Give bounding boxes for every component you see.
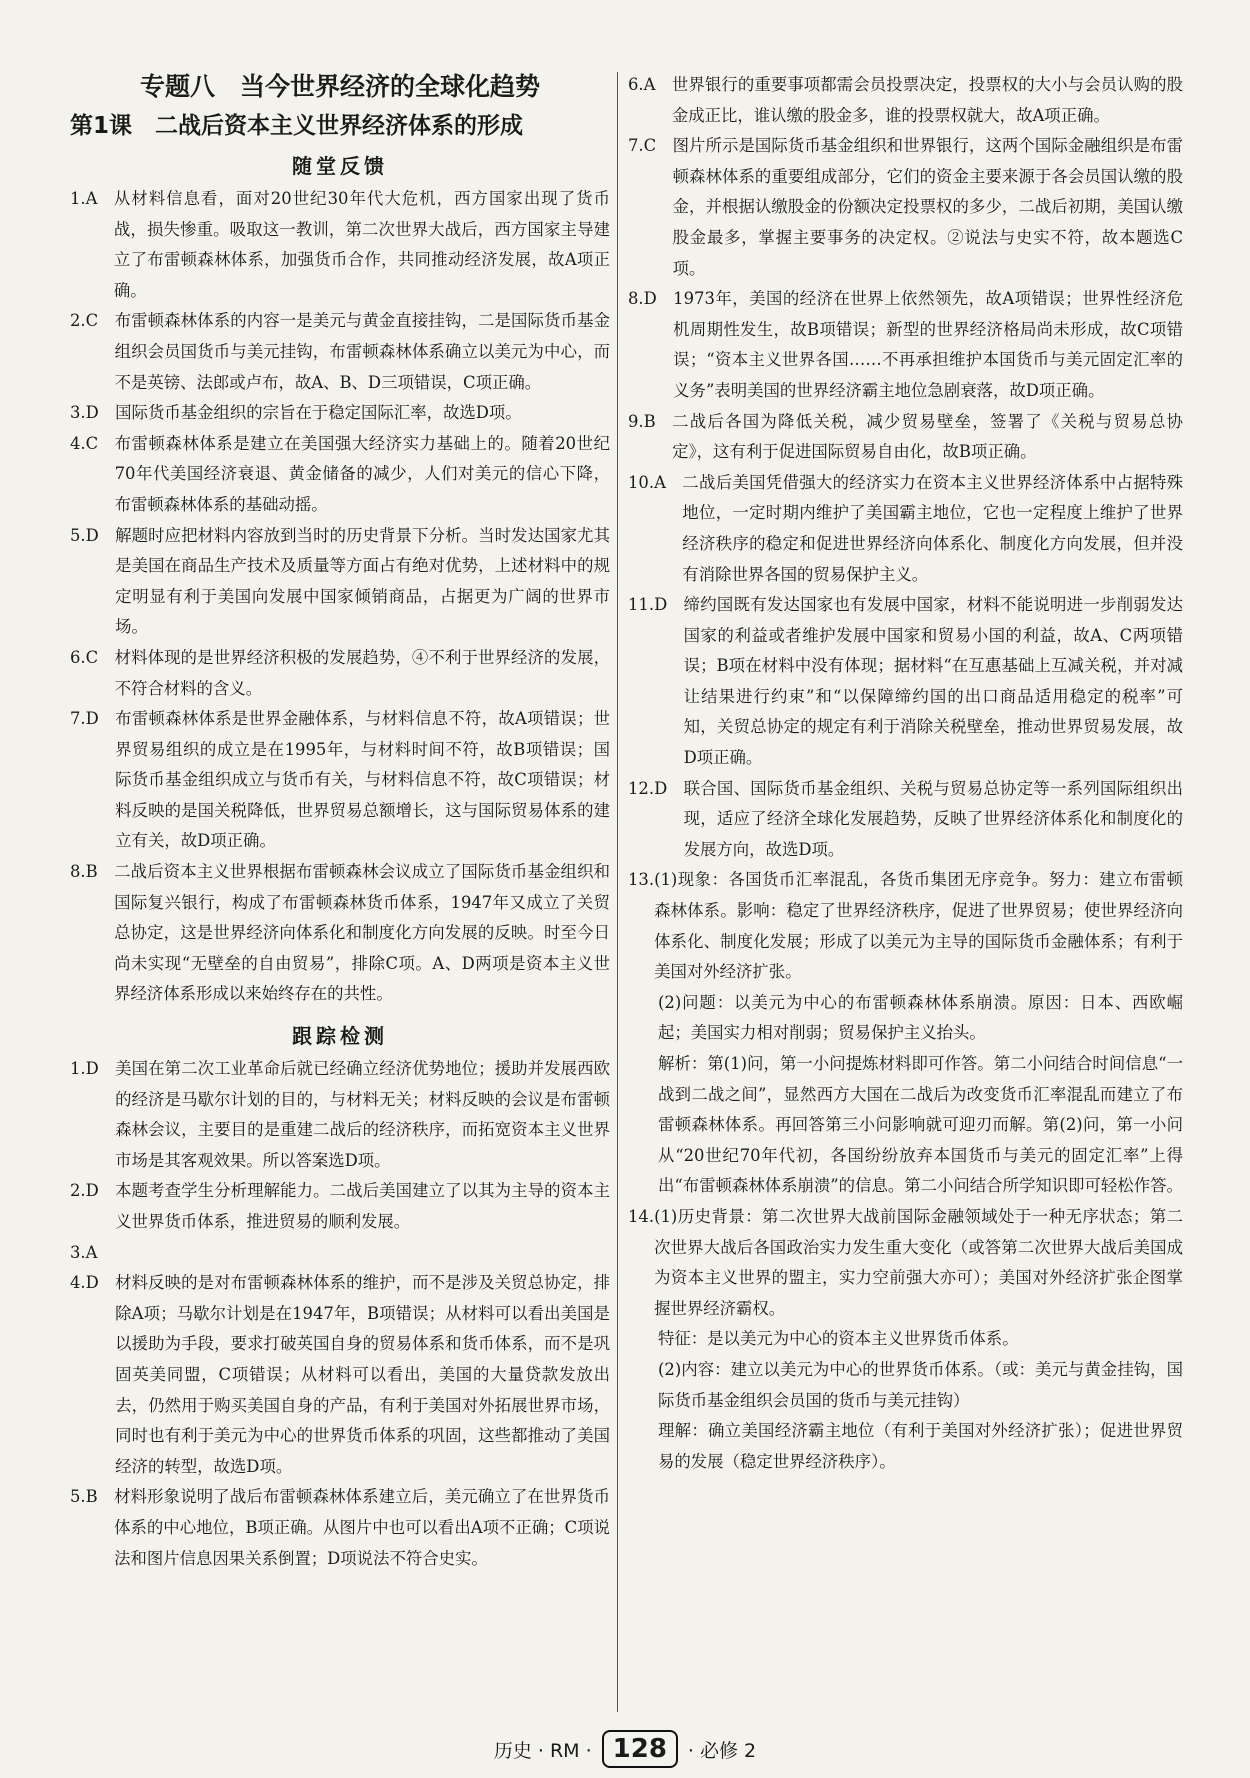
answer-text: 材料形象说明了战后布雷顿森林体系建立后，美元确立了在世界货币体系的中心地位，B项正确。从图片中也可以看出A项不正确；C项说法和图片信息因果关系倒置；D项说法不符合史实。 xyxy=(114,1487,610,1568)
answer-number: 7.C xyxy=(628,136,673,156)
answer-number: 5.D xyxy=(70,525,116,545)
page-footer xyxy=(0,1730,1250,1768)
answer-14 xyxy=(628,1202,1183,1324)
answer-item xyxy=(70,1176,610,1237)
answer-text: 二战后资本主义世界根据布雷顿森林会议成立了国际货币基金组织和国际复兴银行，构成了布雷顿森林货币体系，1947年又成立了关贸总协定，这是世界经济向体系化和制度化方向发展的反映。时至今日尚未实现“无壁垒的自由贸易”，排除C项。A、D两项是资本主义世界经济体系形成以来始终存在的共性。 xyxy=(114,862,610,1004)
section-title-feedback: 随堂反馈 xyxy=(292,154,388,178)
answer-text: 美国在第二次工业革命后就已经确立经济优势地位；援助并发展西欧的经济是马歇尔计划的目的，与材料无关；材料反映的会议是布雷顿森林会议，主要目的是重建二战后的经济秩序，而拓宽资本主义世界市场是其客观效果。所以答案选D项。 xyxy=(115,1059,610,1170)
lesson-title: 第1课 二战后资本主义世界经济体系的形成 xyxy=(70,113,524,139)
answer-number: 8.D xyxy=(628,289,674,309)
section-title-tracking: 跟踪检测 xyxy=(292,1024,388,1049)
answer-number: 4.C xyxy=(70,433,115,453)
answer-item xyxy=(70,429,610,521)
answer-number: 1.A xyxy=(70,189,114,208)
answer-item xyxy=(628,70,1183,131)
answer-text: 1973年，美国的经济在世界上依然领先，故A项错误；世界性经济危机周期性发生，故B项错误；新型的世界经济格局尚未形成，故C项错误；“资本主义世界各国……不再承担维护本国货币与美元固定汇率的义务”表明美国的世界经济霸主地位急剧衰落，故D项正确。 xyxy=(673,289,1183,400)
answer-number: 6.C xyxy=(70,647,115,667)
answer-number: 10.A xyxy=(628,472,683,492)
answer-text: 布雷顿森林体系是建立在美国强大经济实力基础上的。随着20世纪70年代美国经济衰退、黄金储备的减少，人们对美元的信心下降，布雷顿森林体系的基础动摇。 xyxy=(114,433,610,514)
answer-item xyxy=(70,1482,610,1574)
answer-paragraph: (2)内容：建立以美元为中心的世界货币体系。（或：美元与黄金挂钩，国际货币基金组织会员国的货币与美元挂钩） xyxy=(658,1359,1183,1410)
answer-item xyxy=(628,774,1183,866)
column-divider xyxy=(617,72,618,1712)
answer-item xyxy=(628,865,1183,987)
answer-item xyxy=(628,590,1183,774)
answer-item xyxy=(70,643,610,704)
answer-item xyxy=(70,857,610,1010)
answer-text: 国际货币基金组织的宗旨在于稳定国际汇率，故选D项。 xyxy=(115,403,522,423)
answer-number: 2.D xyxy=(70,1181,116,1201)
answer-text: 二战后各国为降低关税，减少贸易壁垒，签署了《关税与贸易总协定》，这有利于促进国际贸易自由化，故B项正确。 xyxy=(672,411,1183,462)
answer-number: 8.B xyxy=(70,862,115,882)
answer-number: 3.D xyxy=(70,403,116,423)
answer-number: 12.D xyxy=(628,778,684,798)
right-column xyxy=(628,70,1183,1477)
answer-text: 布雷顿森林体系是世界金融体系，与材料信息不符，故A项错误；世界贸易组织的成立是在1995年，与材料时间不符，故B项错误；国际货币基金组织成立与货币有关，与材料信息不符，故C项错误；材料反映的是国关税降低，世界贸易总额增长，这与国际贸易体系的建立有关，故D项正确。 xyxy=(115,709,610,851)
answer-number: 13. xyxy=(628,870,655,890)
answer-number: 1.D xyxy=(70,1059,116,1079)
left-column xyxy=(70,70,610,1574)
answer-number: 7.D xyxy=(70,709,116,729)
answer-number: 2.C xyxy=(70,311,115,331)
footer-volume: · 必修 2 xyxy=(687,1739,757,1762)
answer-number: 5.B xyxy=(70,1487,115,1507)
answer-paragraph: (2)问题：以美元为中心的布雷顿森林体系崩溃。原因：日本、西欧崛起；美国实力相对削弱；贸易保护主义抬头。 xyxy=(658,992,1183,1043)
answer-item xyxy=(628,468,1183,590)
answer-number: 3.A xyxy=(70,1242,98,1262)
answer-number: 11.D xyxy=(628,595,684,615)
answer-14-continued xyxy=(628,1324,1183,1477)
answer-text: 解题时应把材料内容放到当时的历史背景下分析。当时发达国家尤其是美国在商品生产技术及质量等方面占有绝对优势，上述材料中的规定明显有利于美国向发展中国家倾销商品，占据更为广阔的世界市场。 xyxy=(115,525,610,637)
answer-text: 缔约国既有发达国家也有发展中国家，材料不能说明进一步削弱发达国家的利益或者维护发展中国家和贸易小国的利益，故A、C两项错误；B项在材料中没有体现；据材料“在互惠基础上互减关税，并对减让结果进行约束”和“以保障缔约国的出口商品适用稳定的税率”可知，关贸总协定的规定有利于消除关税壁垒，推动世界贸易发展，故D项正确。 xyxy=(683,595,1183,768)
answer-item xyxy=(628,284,1183,406)
answer-item xyxy=(70,521,610,643)
answer-paragraph: 解析：第(1)问，第一小问提炼材料即可作答。第二小问结合时间信息“一战到二战之间”，显然西方大国在二战后为改变货币汇率混乱而建立了布雷顿森林体系。再回答第三小问影响就可迎刃而解。第(2)问，第一小问从“20世纪70年代初，各国纷纷放弃本国货币与美元的固定汇率”上得出“布雷顿森林体系崩溃”的信息。第二小问结合所学知识即可轻松作答。 xyxy=(658,1054,1183,1196)
answer-text: (1)现象：各国货币汇率混乱，各货币集团无序竞争。努力：建立布雷顿森林体系。影响：稳定了世界经济秩序，促进了世界贸易；使世界经济向体系化、制度化发展；形成了以美元为主导的国际货币金融体系；有利于美国对外经济扩张。 xyxy=(654,870,1183,982)
answer-item xyxy=(70,1268,610,1482)
answer-text: (1)历史背景：第二次世界大战前国际金融领域处于一种无序状态；第二次世界大战后各国政治实力发生重大变化（或答第二次世界大战后美国成为资本主义世界的盟主，实力空前强大亦可）；美国对外经济扩张企图掌握世界经济霸权。 xyxy=(654,1206,1183,1318)
answer-number: 4.D xyxy=(70,1273,116,1293)
answer-list-continued xyxy=(628,70,1183,988)
answer-text: 材料体现的是世界经济积极的发展趋势，④不利于世界经济的发展，不符合材料的含义。 xyxy=(114,647,610,698)
answer-item xyxy=(70,704,610,857)
answer-text: 从材料信息看，面对20世纪30年代大危机，西方国家出现了货币战，损失惨重。吸取这一教训，第二次世界大战后，西方国家主导建立了布雷顿森林体系，加强货币合作，共同推动经济发展，故A项正确。 xyxy=(113,189,610,300)
answer-text: 材料反映的是对布雷顿森林体系的维护，而不是涉及关贸总协定，排除A项；马歇尔计划是在1947年，B项错误；从材料可以看出美国是以援助为手段，要求打破英国自身的贸易体系和货币体系，而不是巩固英美同盟，C项错误；从材料可以看出，美国的大量贷款发放出去，仍然用于购买美国自身的产品，有利于美国对外拓展世界市场，同时也有利于美元为中心的世界货币体系的巩固，这些都推动了美国经济的转型，故选D项。 xyxy=(115,1273,610,1476)
answer-number: 9.B xyxy=(628,411,673,431)
answer-paragraph: 理解：确立美国经济霸主地位（有利于美国对外经济扩张）；促进世界贸易的发展（稳定世界经济秩序）。 xyxy=(658,1421,1183,1471)
answer-text xyxy=(97,1238,610,1269)
answer-item xyxy=(70,1238,610,1269)
answer-text: 世界银行的重要事项都需会员投票决定，投票权的大小与会员认购的股金成正比，谁认缴的股金多，谁的投票权就大，故A项正确。 xyxy=(671,75,1183,125)
answer-item xyxy=(70,1054,610,1176)
answer-item xyxy=(70,398,610,429)
chapter-title: 专题八 当今世界经济的全球化趋势 xyxy=(139,72,540,101)
answer-text: 布雷顿森林体系的内容一是美元与黄金直接挂钩，二是国际货币基金组织会员国货币与美元挂钩，布雷顿森林体系确立以美元为中心，而不是英镑、法郎或卢布，故A、B、D三项错误，C项正确。 xyxy=(114,311,610,392)
footer-subject: 历史 · RM · xyxy=(493,1739,592,1762)
answer-item xyxy=(628,131,1183,284)
page-number: 128 xyxy=(602,1730,678,1768)
answer-number: 6.A xyxy=(628,75,672,94)
answer-text: 本题考查学生分析理解能力。二战后美国建立了以其为主导的资本主义世界货币体系，推进贸易的顺利发展。 xyxy=(115,1181,610,1231)
answer-text: 联合国、国际货币基金组织、关税与贸易总协定等一系列国际组织出现，适应了经济全球化发展趋势，反映了世界经济体系化和制度化的发展方向，故选D项。 xyxy=(683,778,1183,859)
answer-item xyxy=(70,184,610,306)
answer-13-continued xyxy=(628,988,1183,1202)
answer-text: 二战后美国凭借强大的经济实力在资本主义世界经济体系中占据特殊地位，一定时期内维护了美国霸主地位，它也一定程度上维护了世界经济秩序的稳定和促进世界经济向体系化、制度化方向发展，但并没有消除世界各国的贸易保护主义。 xyxy=(682,472,1183,584)
answer-number: 14. xyxy=(628,1206,655,1226)
answer-item xyxy=(628,1202,1183,1324)
answer-item xyxy=(70,306,610,398)
answer-item xyxy=(628,407,1183,468)
answer-list-feedback xyxy=(70,184,610,1010)
answer-paragraph: 特征：是以美元为中心的资本主义世界货币体系。 xyxy=(658,1329,1019,1349)
answer-text: 图片所示是国际货币基金组织和世界银行，这两个国际金融组织是布雷顿森林体系的重要组成部分，它们的资金主要来源于各会员国认缴的股金，并根据认缴股金的份额决定投票权的多少，二战后初期，美国认缴股金最多，掌握主要事务的决定权。②说法与史实不符，故本题选C项。 xyxy=(672,136,1183,278)
answer-list-tracking xyxy=(70,1054,610,1574)
